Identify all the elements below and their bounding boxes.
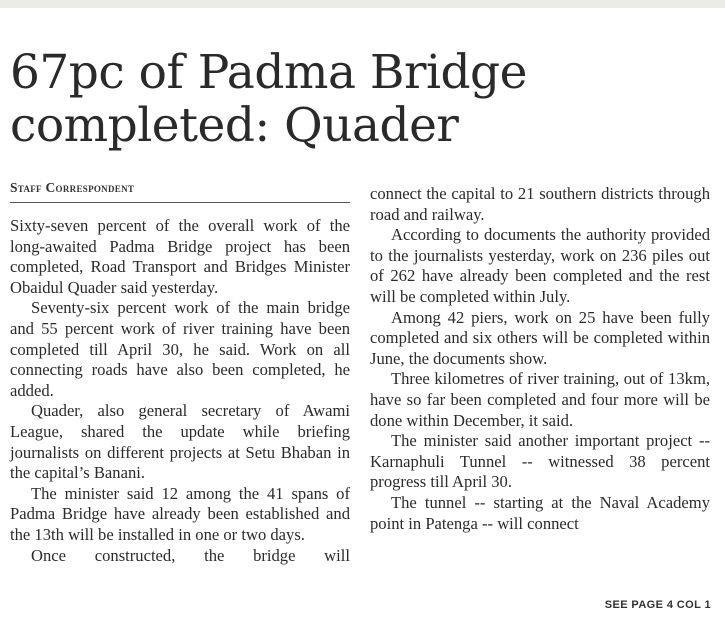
paragraph: Seventy-six percent work of the main bridge and 55 percent work of river training have been completed till April 30, he said. Work on all connecting roads have also been completed, he added. (10, 298, 350, 400)
continued-jump-line[interactable]: SEE PAGE 4 COL 1 (604, 599, 711, 611)
paragraph: Quader, also general secretary of Awami League, shared the update while briefing journalists on different projects at Setu Bhaban in the capital’s Banani. (10, 401, 350, 483)
paragraph: The tunnel -- starting at the Naval Academy point in Patenga -- will connect (370, 492, 710, 533)
paragraph: Among 42 piers, work on 25 have been fully completed and six others will be completed within June, the documents show. (370, 307, 710, 368)
headline: 67pc of Padma Bridge completed: Quader (10, 45, 527, 153)
paragraph: The minister said 12 among the 41 spans of Padma Bridge have already been established and the 13th will be installed in one or two days. (10, 483, 350, 544)
byline: Staff Correspondent (10, 180, 135, 195)
byline-rule (10, 202, 350, 203)
paragraph: connect the capital to 21 southern districts through road and railway. (370, 184, 710, 224)
paragraph: The minister said another important project -- Karnaphuli Tunnel -- witnessed 38 percent progress till April 30. (370, 431, 710, 492)
article-column-right (370, 184, 710, 534)
paragraph: Sixty-seven percent of the overall work of the long-awaited Padma Bridge project has been completed, Road Transport and Bridges Minister Obaidul Quader said yesterday. (10, 216, 350, 297)
paragraph: Once constructed, the bridge will (31, 545, 350, 565)
paragraph: According to documents the authority provided to the journalists yesterday, work on 236 piles out of 262 have already been completed and the rest will be completed within July. (370, 225, 710, 306)
article-column-left (10, 216, 350, 566)
page-top-band (0, 0, 725, 8)
paragraph: Three kilometres of river training, out of 13km, have so far been completed and four more will be done within December, it said. (370, 369, 710, 430)
